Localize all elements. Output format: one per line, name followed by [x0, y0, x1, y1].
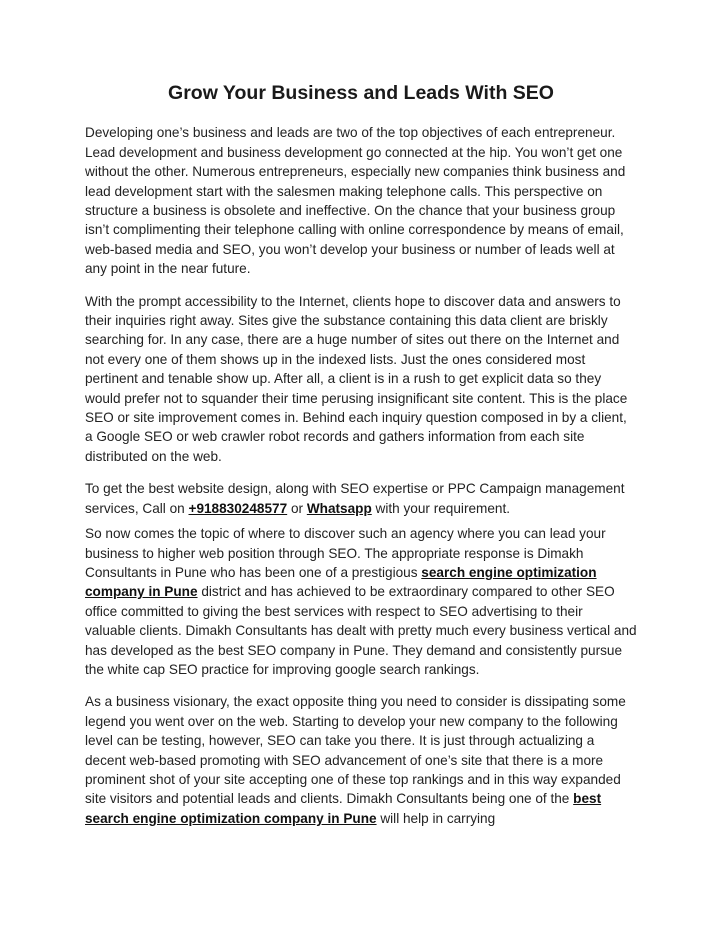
paragraph-3-text-before: To get the best website design, along with SEO expertise or PPC Campaign management services, Call on — [85, 481, 625, 516]
paragraph-4-text-after: district and has achieved to be extraordinary compared to other SEO office committed to giving the best services with respect to SEO advertising to their valuable clients. Dimakh Consultants has dealt with pretty much every business vertical and has developed as the best SEO company in Pune. They demand and consistently pursue the white cap SEO practice for improving google search rankings. — [85, 584, 637, 677]
best-seo-company-pune-link[interactable]: best search engine optimization company in Pune — [85, 791, 602, 826]
paragraph-5-text-before: As a business visionary, the exact opposite thing you need to consider is dissipating some legend you went over on the web. Starting to develop your new company to the following level can be testing, however, SEO can take you there. It is just through actualizing a decent web-based promoting with SEO advancement of one’s site that there is a more prominent shot of your site accepting one of these top rankings and in this way expanded site visitors and potential leads and clients. Dimakh Consultants being one of the — [85, 694, 626, 807]
paragraph-4 — [85, 524, 637, 679]
paragraph-3-text-after: with your requirement. — [371, 500, 511, 516]
document-page — [85, 82, 637, 841]
paragraph-3-text-middle: or — [287, 500, 307, 516]
paragraph-3 — [85, 479, 637, 518]
paragraph-5-text-after: will help in carrying — [376, 810, 496, 826]
paragraph-4-text-before: So now comes the topic of where to discover such an agency where you can lead your business to higher web position through SEO. The appropriate response is Dimakh Consultants in Pune who has been one of a prestigious — [85, 526, 606, 580]
seo-company-pune-link[interactable]: search engine optimization company in Pune — [85, 564, 597, 600]
paragraph-5 — [85, 692, 637, 828]
paragraph-1: Developing one’s business and leads are two of the top objectives of each entrepreneur. Lead development and business development go connected at the hip. You won’t get one without the other. Numerous entrepreneurs, especially new companies think business and lead development start with the salesmen making telephone calls. This perspective on structure a business is obsolete and ineffective. On the chance that your business group isn’t complimenting their telephone calling with online correspondence by means of email, web-based media and SEO, you won’t develop your business or number of leads well at any point in the near future. — [85, 125, 626, 277]
phone-link[interactable]: +918830248577 — [188, 500, 288, 516]
whatsapp-link[interactable]: Whatsapp — [306, 500, 372, 516]
paragraph-2: With the prompt accessibility to the Internet, clients hope to discover data and answers to their inquiries right away. Sites give the substance containing this data client are briskly searching for. In any case, there are a huge number of sites out there on the Internet and not every one of them shows up in the indexed lists. Just the ones considered most pertinent and tenable show up. After all, a client is in a rush to get explicit data so they would prefer not to squander their time perusing insignificant site content. This is the place SEO or site improvement comes in. Behind each inquiry question composed in by a client, a Google SEO or web crawler robot records and gathers information from each site distributed on the web. — [85, 293, 628, 464]
page-title: Grow Your Business and Leads With SEO — [168, 82, 554, 104]
